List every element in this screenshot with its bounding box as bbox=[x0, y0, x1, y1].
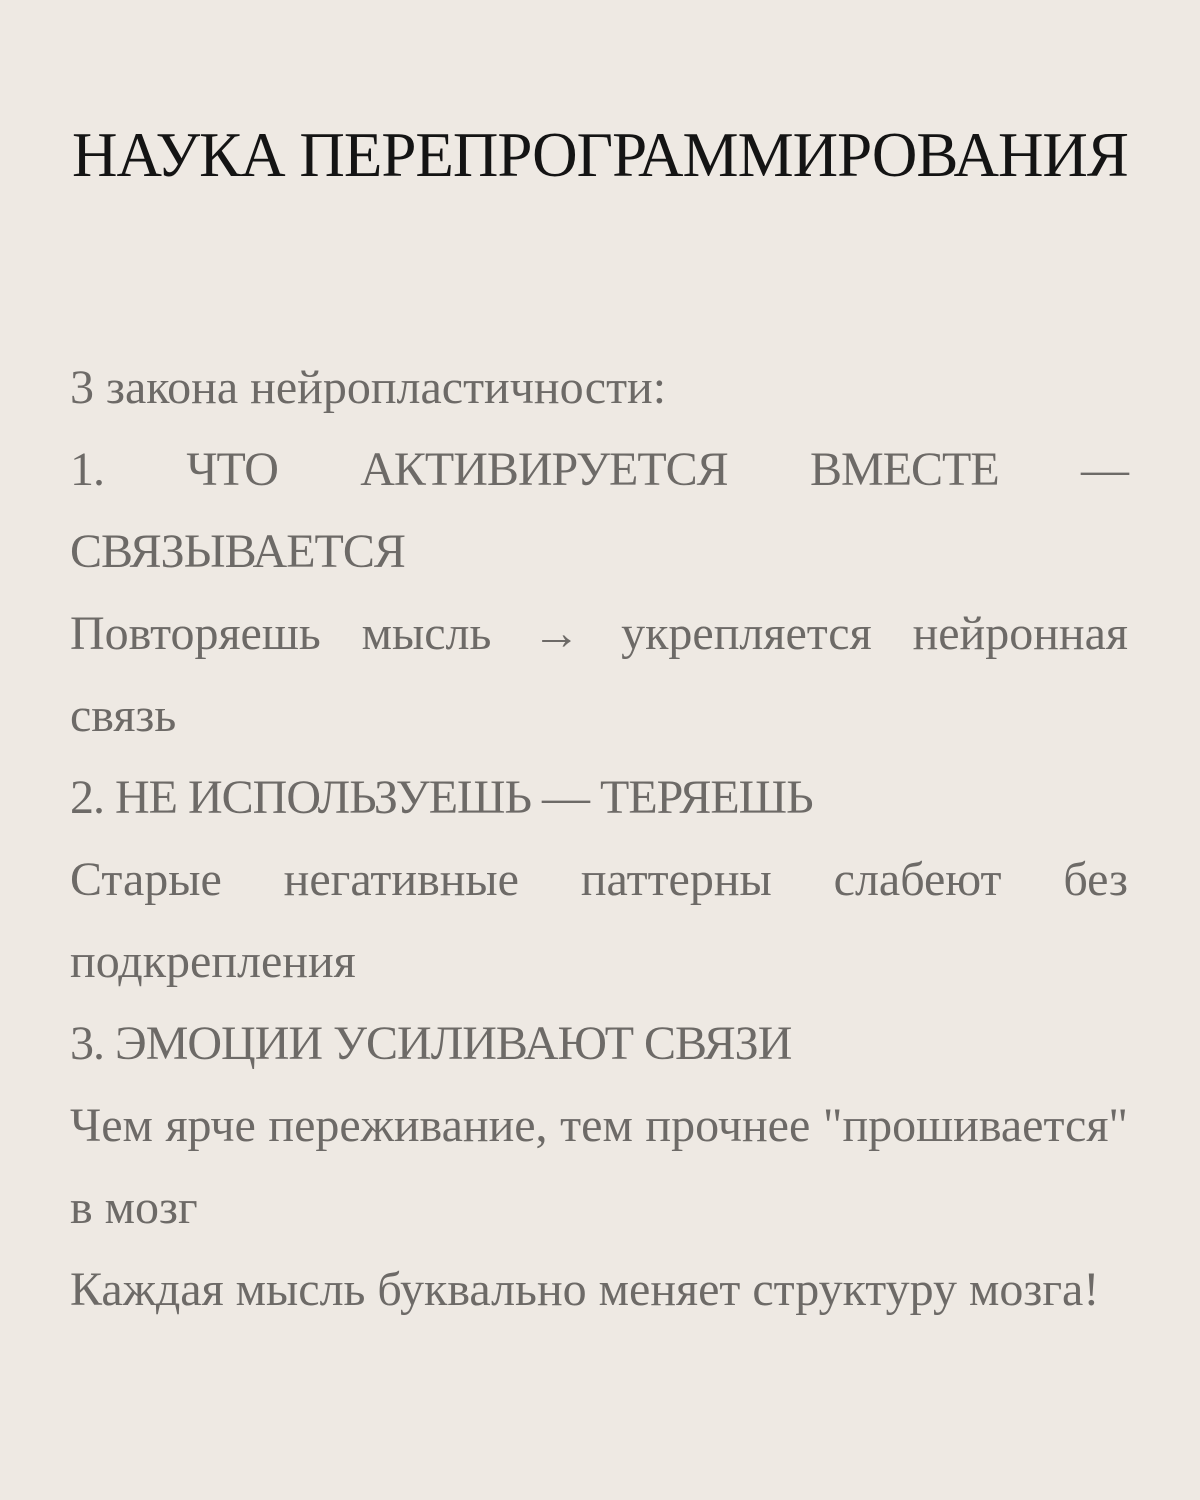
law-2-heading: 2. НЕ ИСПОЛЬЗУЕШЬ — ТЕРЯЕШЬ bbox=[70, 771, 813, 824]
law-1-text: Повторяешь мысль → укрепляется нейронная связь bbox=[70, 607, 1128, 742]
law-2-text: Старые негативные паттерны слабеют без подкрепления bbox=[70, 853, 1128, 988]
conclusion-text: Каждая мысль буквально меняет структуру мозга! bbox=[70, 1263, 1100, 1316]
page-title: НАУКА ПЕРЕПРОГРАММИРОВАНИЯ bbox=[72, 120, 1128, 190]
law-3-heading: 3. ЭМОЦИИ УСИЛИВАЮТ СВЯЗИ bbox=[70, 1017, 792, 1070]
law-1-heading: 1. ЧТО АКТИВИРУЕТСЯ ВМЕСТЕ — СВЯЗЫВАЕТСЯ bbox=[70, 443, 1128, 578]
law-3-text: Чем ярче переживание, тем прочнее "прошивается" в мозг bbox=[70, 1099, 1128, 1234]
body-text bbox=[70, 347, 1128, 1331]
intro-line: 3 закона нейропластичности: bbox=[70, 361, 667, 414]
